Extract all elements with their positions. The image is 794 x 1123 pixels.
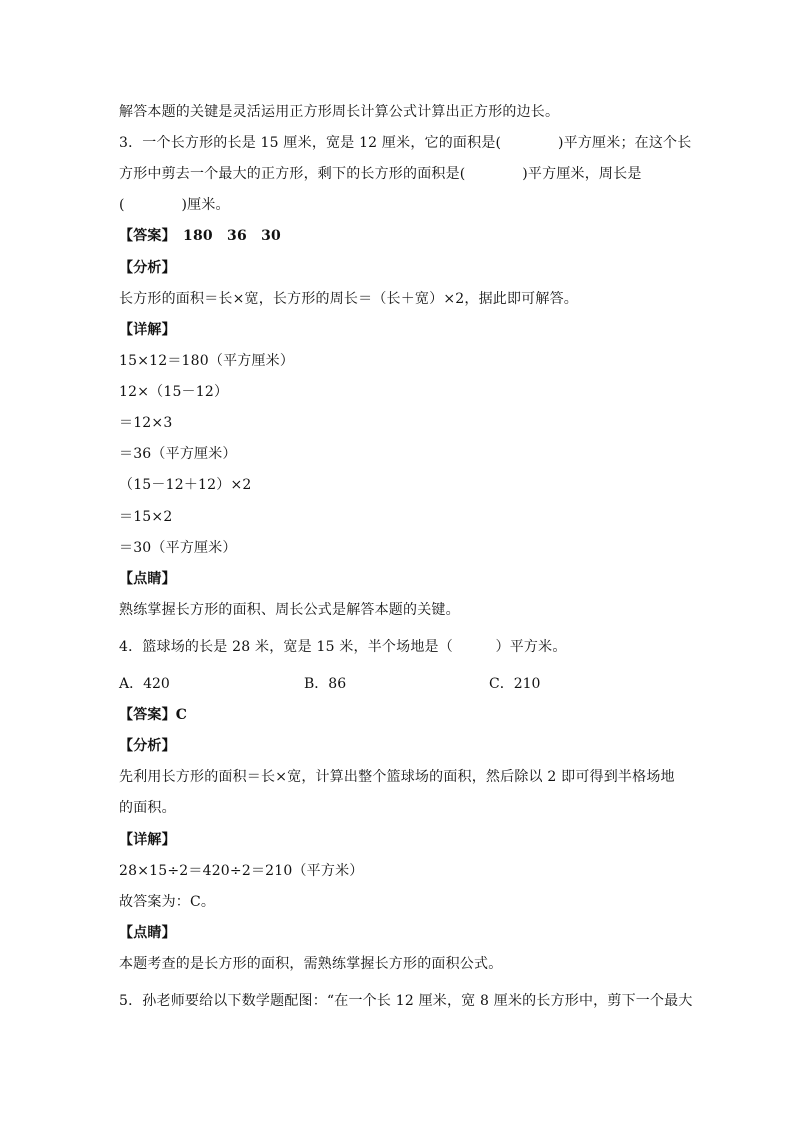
text-line: 解答本题的关键是灵活运用正方形周长计算公式计算出正方形的边长。 [119, 104, 560, 120]
question-5-line: 5．孙老师要给以下数学题配图：“在一个长 12 厘米，宽 8 厘米的长方形中，剪下一个最大 [119, 993, 693, 1009]
key-point-heading: 【点睛】 [119, 925, 176, 941]
key-point-text: 熟练掌握长方形的面积、周长公式是解答本题的关键。 [119, 602, 460, 618]
option-a: A．420 [119, 676, 170, 692]
analysis-text: 长方形的面积＝长×宽，长方形的周长＝（长＋宽）×2，据此即可解答。 [119, 291, 578, 307]
key-point-text: 本题考查的是长方形的面积，需熟练掌握长方形的面积公式。 [119, 956, 503, 972]
calc-line: 15×12＝180（平方厘米） [119, 353, 295, 369]
calc-line: （15－12＋12）×2 [119, 477, 252, 493]
analysis-heading: 【分析】 [119, 738, 176, 754]
detail-heading: 【详解】 [119, 322, 176, 338]
calc-line: ＝12×3 [119, 415, 173, 431]
option-b: B．86 [304, 676, 347, 692]
question-3-line-1: 3．一个长方形的长是 15 厘米，宽是 12 厘米，它的面积是( )平方厘米；在这个长 [119, 135, 692, 151]
question-3-line-3: ( )厘米。 [119, 197, 230, 213]
analysis-text: 先利用长方形的面积＝长×宽，计算出整个篮球场的面积，然后除以 2 即可得到半格场地 [119, 769, 675, 785]
calc-line: ＝15×2 [119, 509, 173, 525]
question-3-line-2: 方形中剪去一个最大的正方形，剩下的长方形的面积是( )平方厘米，周长是 [119, 166, 642, 182]
question-4-line: 4．篮球场的长是 28 米，宽是 15 米，半个场地是（ ）平方米。 [119, 639, 567, 655]
calc-line: ＝30（平方厘米） [119, 540, 237, 556]
analysis-heading: 【分析】 [119, 260, 176, 276]
detail-heading: 【详解】 [119, 832, 176, 848]
calc-line: 28×15÷2＝420÷2＝210（平方米） [119, 863, 364, 879]
calc-line: 12×（15－12） [119, 384, 229, 400]
analysis-text: 的面积。 [119, 800, 176, 816]
key-point-heading: 【点睛】 [119, 571, 176, 587]
calc-line: ＝36（平方厘米） [119, 446, 237, 462]
answer-heading: 【答案】 180 36 30 [119, 228, 281, 244]
conclusion-line: 故答案为：C。 [119, 894, 216, 910]
answer-heading: 【答案】C [119, 707, 188, 723]
option-c: C．210 [489, 676, 541, 692]
